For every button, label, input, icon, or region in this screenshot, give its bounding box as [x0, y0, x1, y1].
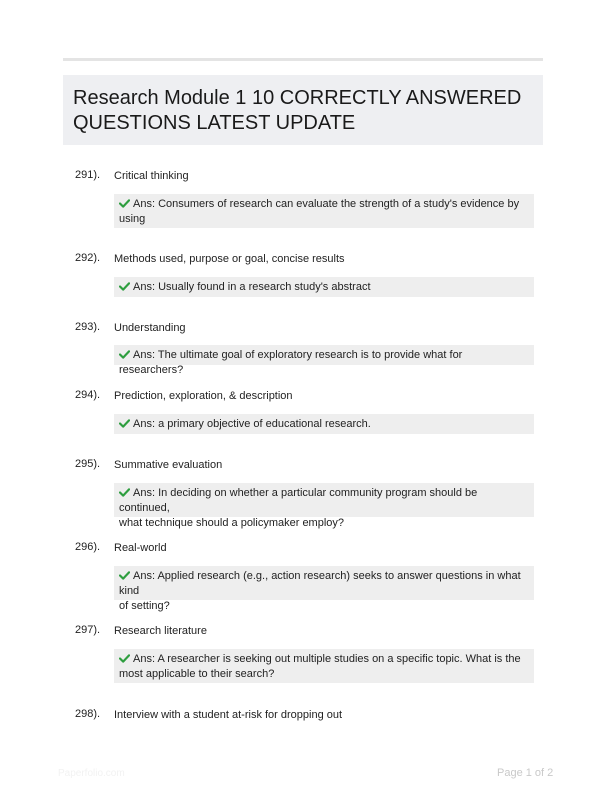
answer-box — [114, 649, 534, 683]
question-number: 294). — [75, 389, 101, 401]
answer-box — [114, 194, 534, 228]
question-text: Summative evaluation — [114, 459, 223, 471]
question-number: 297). — [75, 624, 101, 636]
answer-text-line-1: Ans: Applied research (e.g., action research) seeks to answer questions in what kind — [119, 570, 521, 597]
check-icon — [119, 199, 130, 208]
check-icon — [119, 350, 130, 359]
answer-text-line-2: of setting? — [119, 600, 170, 612]
question-text: Interview with a student at-risk for dropping out — [114, 709, 343, 721]
check-icon — [119, 571, 130, 580]
answer-text-line-2: what technique should a policymaker employ? — [119, 517, 345, 529]
answer-box — [114, 566, 534, 612]
answer-text-line-1: Ans: In deciding on whether a particular community program should be continued, — [119, 487, 478, 514]
answer-box — [114, 345, 534, 376]
document-title-line-1: Research Module 1 10 CORRECTLY ANSWERED — [73, 87, 522, 109]
check-icon — [119, 488, 130, 497]
answer-text-line-1: Ans: The ultimate goal of exploratory research is to provide what for researchers? — [119, 349, 463, 376]
answer-text-line-2: most applicable to their search? — [119, 668, 275, 680]
question-number: 298). — [75, 708, 101, 720]
document-title-line-2: QUESTIONS LATEST UPDATE — [73, 112, 356, 134]
question-number: 293). — [75, 321, 101, 333]
answer-box — [114, 277, 534, 297]
answer-text-line-1: Ans: Consumers of research can evaluate the strength of a study's evidence by — [133, 198, 520, 210]
footer-watermark: Paperfolio.com — [58, 768, 125, 779]
top-divider — [63, 58, 543, 61]
question-text: Methods used, purpose or goal, concise results — [114, 253, 345, 265]
question-text: Real-world — [114, 542, 167, 554]
question-text: Research literature — [114, 625, 207, 637]
question-text: Prediction, exploration, & description — [114, 390, 293, 402]
question-number: 292). — [75, 252, 101, 264]
document-title-box — [63, 75, 543, 145]
answer-text-line-1: Ans: A researcher is seeking out multiple studies on a specific topic. What is the — [133, 653, 521, 665]
question-text: Critical thinking — [114, 170, 189, 182]
question-text: Understanding — [114, 322, 186, 334]
question-number: 291). — [75, 169, 101, 181]
check-icon — [119, 419, 130, 428]
question-number: 295). — [75, 458, 101, 470]
answer-text-line-2: using — [119, 213, 146, 225]
answer-box — [114, 414, 534, 434]
check-icon — [119, 282, 130, 291]
answer-box — [114, 483, 534, 529]
answer-text-line-1: Ans: Usually found in a research study's abstract — [133, 281, 371, 293]
question-number: 296). — [75, 541, 101, 553]
page-number-label: Page 1 of 2 — [497, 767, 554, 779]
check-icon — [119, 654, 130, 663]
answer-text-line-1: Ans: a primary objective of educational research. — [133, 418, 371, 430]
